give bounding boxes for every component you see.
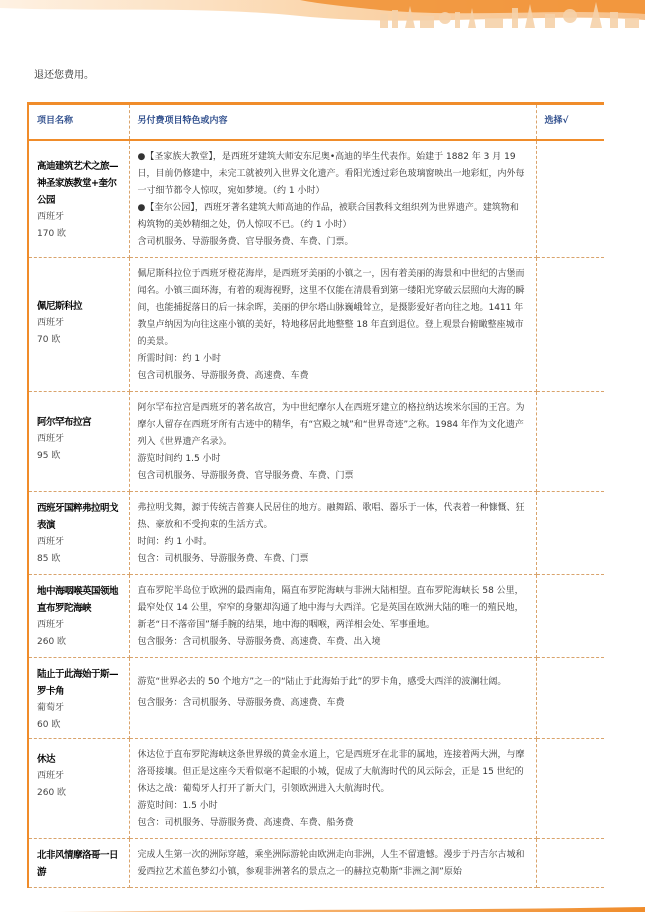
table-row (28, 392, 604, 492)
item-cell (28, 658, 129, 739)
item-description-line: ●【奎尔公园】，西班牙著名建筑大师高迪的作品，被联合国教科文组织列为世界遗产。建筑物和构筑物的美妙精细之处，仍人惊叹不已。（约 1 小时） (137, 203, 519, 230)
item-select-cell[interactable] (536, 575, 604, 658)
item-country: 西班牙 (37, 771, 65, 781)
item-cell (28, 739, 129, 839)
item-name: 阿尔罕布拉宫 (37, 417, 92, 428)
item-description-line: 包含服务：含司机服务、导游服务费、高速费、车费 (137, 698, 345, 708)
item-cell (28, 140, 129, 258)
item-cell (28, 575, 129, 658)
item-price: 95 欧 (37, 451, 61, 461)
item-country: 西班牙 (37, 318, 65, 328)
item-description-line: 佩尼斯科拉位于西班牙橙花海岸，是西班牙美丽的小镇之一，因有着美丽的海景和中世纪的古堡而闻名。小镇三面环海，有着的观海视野，这里不仅能在清晨看到第一缕阳光穿破云层照向大海的瞬间，也能捕捉落日的后一抹余晖，美丽的伊尔塔山脉巍峨耸立，是摄影爱好者向往之地。1411 年教皇卢纳因为向往这座小镇的美好，特地移居此地整整 18 年直到退位。登上观景台俯瞰整座城市的美景。 (137, 269, 525, 347)
item-description-cell (129, 392, 536, 492)
item-name: 北非风情摩洛哥一日游 (37, 850, 119, 878)
table-header-row (28, 104, 604, 141)
item-country: 西班牙 (37, 434, 65, 444)
item-description-cell (129, 140, 536, 258)
item-description-line: 包含司机服务、导游服务费、官导服务费、车费、门票 (137, 471, 354, 481)
item-description-line: 完成人生第一次的洲际穿越，乘坐洲际游轮由欧洲走向非洲，人生不留遗憾。漫步于丹吉尔古城和爱西拉艺术蓝色梦幻小镇，参观非洲著名的景点之一的赫拉克勒斯“非洲之洞”原始 (137, 850, 525, 877)
item-select-cell[interactable] (536, 739, 604, 839)
item-name: 佩尼斯科拉 (37, 301, 83, 312)
item-name: 陆止于此海始于斯—罗卡角 (37, 669, 119, 697)
item-country: 西班牙 (37, 212, 65, 222)
item-select-cell[interactable] (536, 392, 604, 492)
item-select-cell[interactable] (536, 492, 604, 575)
item-price: 60 欧 (37, 720, 61, 730)
item-description-line: 阿尔罕布拉宫是西班牙的著名故宫，为中世纪摩尔人在西班牙建立的格拉纳达埃米尔国的王宫。为摩尔人留存在西班牙所有古迹中的精华，有“宫殿之城”和“世界奇迹”之称。1984 年作为文化遗产列入《世界遗产名录》。 (137, 403, 525, 447)
item-description-cell (129, 575, 536, 658)
item-name: 西班牙国粹弗拉明戈表演 (37, 503, 119, 531)
item-description-line: 包含司机服务、导游服务费、高速费、车费 (137, 371, 309, 381)
item-name: 地中海咽喉英国领地直布罗陀海峡 (37, 586, 119, 614)
item-country: 西班牙 (37, 620, 65, 630)
item-description-line: 休达位于直布罗陀海峡这条世界级的黄金水道上，它是西班牙在北非的属地，连接着两大洲，与摩洛哥接壤。但正是这座今天看似毫不起眼的小城，促成了大航海时代的风云际会，正是 15 世纪的休达之战：葡萄牙人打开了新大门，引领欧洲进入大航海时代。 (137, 750, 525, 794)
item-price: 70 欧 (37, 335, 61, 345)
intro-text: 退还您费用。 (34, 70, 94, 81)
item-country: 葡萄牙 (37, 703, 65, 713)
item-cell (28, 392, 129, 492)
item-country: 西班牙 (37, 537, 65, 547)
item-cell (28, 839, 129, 888)
item-select-cell[interactable] (536, 658, 604, 739)
table-row (28, 575, 604, 658)
table-row (28, 140, 604, 258)
item-price: 260 欧 (37, 788, 67, 798)
item-cell (28, 258, 129, 392)
item-name: 高迪建筑艺术之旅—神圣家族教堂+奎尔公园 (37, 161, 119, 206)
item-select-cell[interactable] (536, 258, 604, 392)
item-description-cell (129, 258, 536, 392)
item-description-line: 直布罗陀半岛位于欧洲的最西南角，隔直布罗陀海峡与非洲大陆相望。直布罗陀海峡长 58 公里，最窄处仅 14 公里，窄窄的身躯却沟通了地中海与大西洋。它是英国在欧洲大陆的唯一的殖民地，新老“日不落帝国”掰手腕的结果，地中海的咽喉，两洋相会处、军事重地。 (137, 586, 524, 630)
header-item-name: 项目名称 (28, 104, 129, 141)
item-description-line: 含司机服务、导游服务费、官导服务费、车费、门票。 (137, 237, 354, 247)
header-decoration (0, 0, 645, 34)
item-description-line: 弗拉明戈舞，源于传统吉普赛人民居住的地方。融舞蹈、歌唱、器乐于一体，代表着一种慷慨、狂热、豪放和不受拘束的生活方式。 (137, 503, 525, 530)
footer-decoration (0, 902, 645, 912)
item-cell (28, 492, 129, 575)
item-description-cell (129, 658, 536, 739)
item-description-line: 包含：司机服务、导游服务费、车费、门票 (137, 554, 309, 564)
item-description-line: 时间：约 1 小时。 (137, 537, 212, 547)
header-item-description: 另付费项目特色或内容 (129, 104, 536, 141)
item-description-line: 包含服务：含司机服务、导游服务费、高速费、车费、出入境 (137, 637, 381, 647)
item-price: 170 欧 (37, 229, 67, 239)
item-name: 休达 (37, 754, 56, 765)
footer-band (0, 907, 645, 912)
table-row (28, 739, 604, 839)
table-row (28, 658, 604, 739)
table-row (28, 258, 604, 392)
item-select-cell[interactable] (536, 839, 604, 888)
table-row (28, 492, 604, 575)
optional-items-table (27, 102, 604, 888)
skyline-banner (0, 0, 645, 34)
item-description-line: 游览时间约 1.5 小时 (137, 454, 221, 464)
item-description-line: 包含：司机服务、导游服务费、高速费、车费、船务费 (137, 818, 354, 828)
item-description-line: ●【圣家族大教堂】，是西班牙建筑大师安东尼奥•高迪的毕生代表作。始建于 1882 年 3 月 19 日，目前仍修建中，未完工就被列入世界文化遗产。看阳光透过彩色玻璃窗映出一地彩虹，内外每一寸细节都令人惊叹，宛如梦境。（约 1 小时） (137, 152, 525, 196)
item-description-line: 游览时间：1.5 小时 (137, 801, 218, 811)
optional-items-table-container (27, 102, 604, 912)
item-select-cell[interactable] (536, 140, 604, 258)
table-row (28, 839, 604, 888)
header-select: 选择√ (536, 104, 604, 141)
item-description-cell (129, 492, 536, 575)
item-description-line: 所需时间：约 1 小时 (137, 354, 221, 364)
item-description-line: 游览“世界必去的 50 个地方”之一的“陆止于此海始于此”的罗卡角，感受大西洋的波澜壮阔。 (137, 677, 507, 687)
item-price: 260 欧 (37, 637, 67, 647)
item-price: 85 欧 (37, 554, 61, 564)
item-description-cell (129, 739, 536, 839)
item-description-cell (129, 839, 536, 888)
